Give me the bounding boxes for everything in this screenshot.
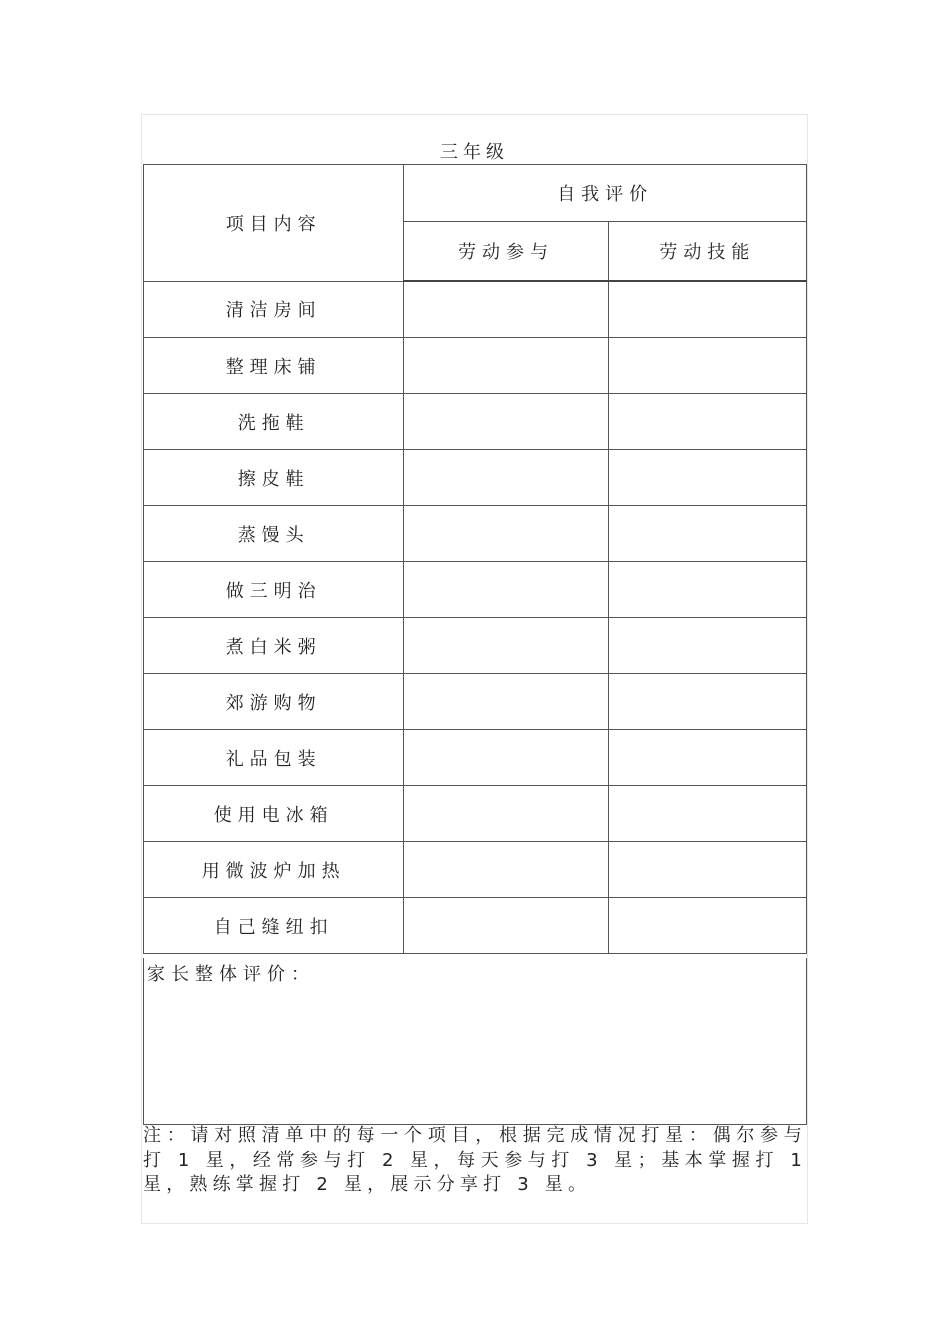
participation-rating-cell[interactable] (404, 562, 608, 618)
participation-rating-cell[interactable] (404, 898, 608, 954)
header-labor-skill: 劳动技能 (608, 222, 806, 282)
participation-rating-cell[interactable] (404, 730, 608, 786)
item-name: 使用电冰箱 (144, 786, 404, 842)
skill-rating-cell[interactable] (608, 842, 806, 898)
item-name: 郊游购物 (144, 674, 404, 730)
item-name: 洗拖鞋 (144, 394, 404, 450)
header-labor-participation: 劳动参与 (404, 222, 608, 282)
table-row (144, 338, 807, 394)
table-row (144, 506, 807, 562)
table-row (144, 842, 807, 898)
participation-rating-cell[interactable] (404, 786, 608, 842)
participation-rating-cell[interactable] (404, 394, 608, 450)
skill-rating-cell[interactable] (608, 786, 806, 842)
participation-rating-cell[interactable] (404, 338, 608, 394)
item-name: 煮白米粥 (144, 618, 404, 674)
item-name: 擦皮鞋 (144, 450, 404, 506)
skill-rating-cell[interactable] (608, 281, 806, 338)
table-row (144, 394, 807, 450)
item-name: 礼品包装 (144, 730, 404, 786)
parent-evaluation-box[interactable] (143, 958, 807, 1125)
grade-title: 三年级 (440, 142, 509, 163)
evaluation-table (143, 164, 807, 954)
skill-rating-cell[interactable] (608, 450, 806, 506)
skill-rating-cell[interactable] (608, 394, 806, 450)
skill-rating-cell[interactable] (608, 618, 806, 674)
table-row (144, 786, 807, 842)
skill-rating-cell[interactable] (608, 674, 806, 730)
item-name: 用微波炉加热 (144, 842, 404, 898)
participation-rating-cell[interactable] (404, 281, 608, 338)
participation-rating-cell[interactable] (404, 450, 608, 506)
participation-rating-cell[interactable] (404, 506, 608, 562)
table-row (144, 281, 807, 338)
note-text: 注：请对照清单中的每一个项目，根据完成情况打星：偶尔参与打 1 星，经常参与打 2 星，每天参与打 3 星；基本掌握打 1 星，熟练掌握打 2 星，展示分享打 3 星。 (143, 1125, 807, 1195)
item-name: 做三明治 (144, 562, 404, 618)
item-name: 蒸馒头 (144, 506, 404, 562)
table-row (144, 898, 807, 954)
table-row (144, 562, 807, 618)
skill-rating-cell[interactable] (608, 506, 806, 562)
skill-rating-cell[interactable] (608, 562, 806, 618)
item-name: 清洁房间 (144, 281, 404, 338)
table-row (144, 618, 807, 674)
skill-rating-cell[interactable] (608, 338, 806, 394)
table-row (144, 730, 807, 786)
participation-rating-cell[interactable] (404, 674, 608, 730)
skill-rating-cell[interactable] (608, 730, 806, 786)
participation-rating-cell[interactable] (404, 618, 608, 674)
skill-rating-cell[interactable] (608, 898, 806, 954)
parent-evaluation-label: 家长整体评价： (147, 964, 315, 985)
header-self-evaluation: 自我评价 (404, 165, 807, 222)
table-row (144, 674, 807, 730)
header-item-content: 项目内容 (144, 165, 404, 282)
item-name: 自己缝纽扣 (144, 898, 404, 954)
table-row (144, 450, 807, 506)
participation-rating-cell[interactable] (404, 842, 608, 898)
item-name: 整理床铺 (144, 338, 404, 394)
